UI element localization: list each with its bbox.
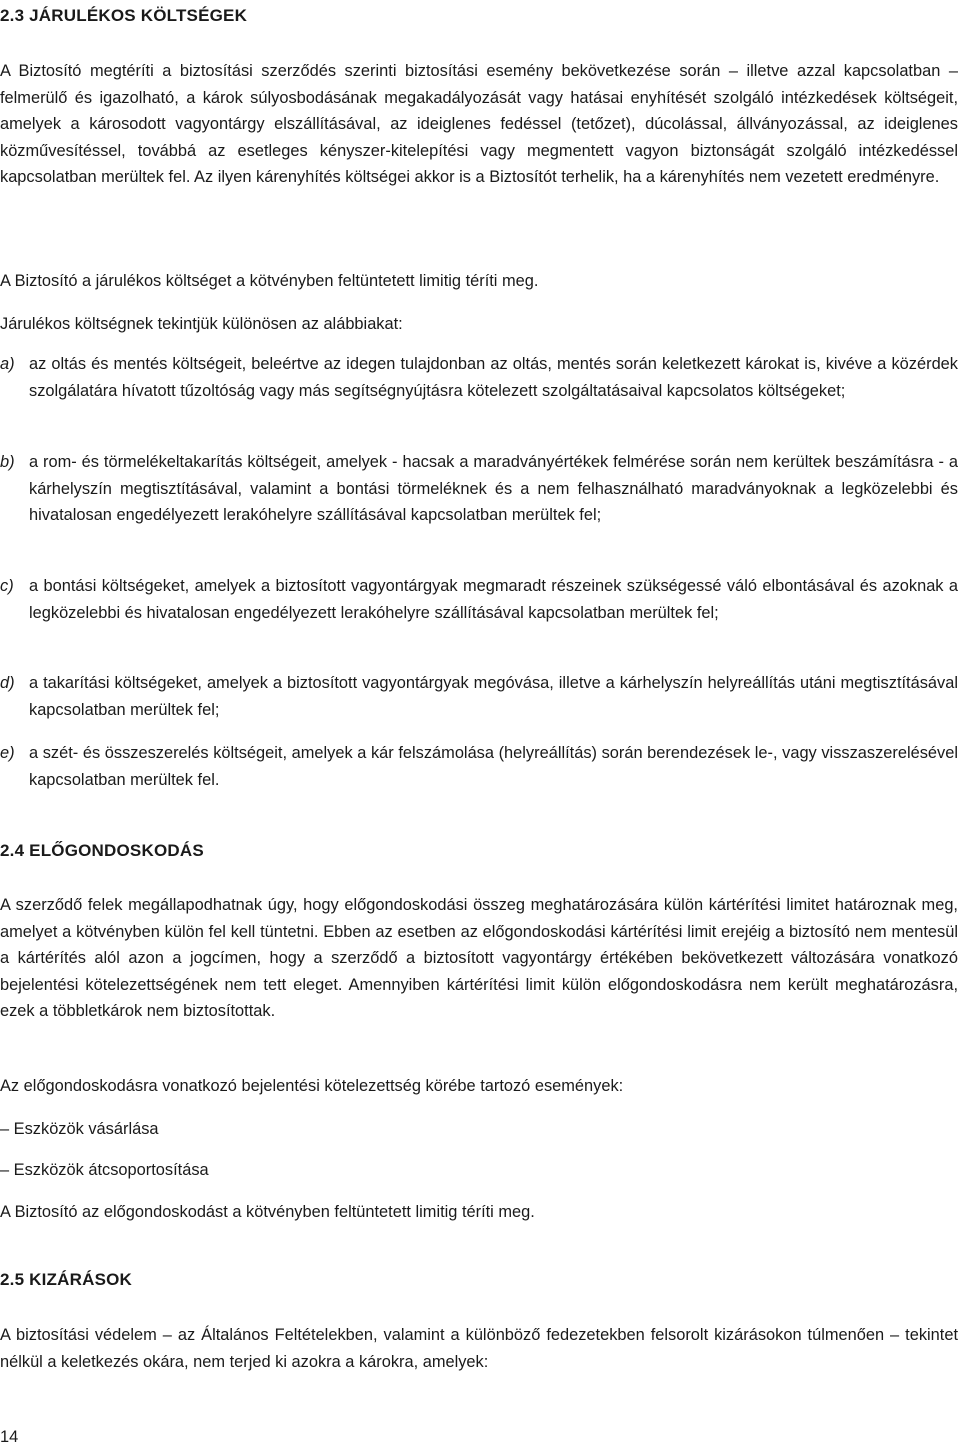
paragraph-2-4-events-intro: Az előgondoskodásra vonatkozó bejelentési kötelezettség körébe tartozó események: xyxy=(0,1077,624,1095)
section-heading-2-5: 2.5 KIZÁRÁSOK xyxy=(0,1270,133,1289)
list-label: e) xyxy=(0,744,15,762)
list-text: az oltás és mentés költségeit, beleértve az idegen tulajdonban az oltás, mentés során keletkezett károkat is, kivéve a közérdek szolgálatára hívatott tűzoltóság vagy más segítségnyújtásra kötelezett szolgáltatásaival kapcsolatos költségeket; xyxy=(29,355,958,400)
list-text: a bontási költségeket, amelyek a biztosított vagyontárgyak megmaradt részeinek szükségessé váló elbontásával és azoknak a legközelebbi és hivatalosan engedélyezett lerakóhelyre szállításával kapcsolatban merültek fel; xyxy=(29,577,958,622)
paragraph-2-3-intro: A Biztosító megtéríti a biztosítási szerződés szerinti biztosítási esemény bekövetkezése során – illetve azzal kapcsolatban – felmerülő és igazolható, a károk súlyosbodásának megakadályozását vagy hatásai enyhítését szolgáló intézkedések költségeit, amelyek a károsodott vagyontárgy elszállításával, az ideiglenes fedéssel (tetőzet), dúcolással, állványozással, az ideiglenes közművesítéssel, továbbá az esetleges kényszer-kitelepítési vagy megmentett vagyon biztonságát szolgáló intézkedéssel kapcsolatban merültek fel. Az ilyen kárenyhítés költségei akkor is a Biztosítót terhelik, ha a kárenyhítés nem vezetett eredményre. xyxy=(0,62,958,186)
paragraph-2-3-list-intro: Járulékos költségnek tekintjük különösen az alábbiakat: xyxy=(0,315,403,333)
list-label: a) xyxy=(0,355,15,373)
page-number: 14 xyxy=(0,1428,19,1446)
list-label: c) xyxy=(0,577,14,595)
list-text: a szét- és összeszerelés költségeit, amelyek a kár felszámolása (helyreállítás) során berendezések le-, vagy visszaszerelésével kapcsolatban merültek fel. xyxy=(29,744,958,789)
list-label: b) xyxy=(0,453,15,471)
list-item-a xyxy=(0,351,958,404)
section-heading-2-3: 2.3 JÁRULÉKOS KÖLTSÉGEK xyxy=(0,6,248,25)
list-item-b xyxy=(0,449,958,529)
paragraph-2-5-intro: A biztosítási védelem – az Általános Feltételekben, valamint a különböző fedezetekben felsorolt kizárásokon túlmenően – tekintet nélkül a keletkezés okára, nem terjed ki azokra a károkra, amelyek: xyxy=(0,1326,958,1371)
dash-item-assets-regrouping: – Eszközök átcsoportosítása xyxy=(0,1161,209,1179)
list-label: d) xyxy=(0,674,15,692)
dash-item-assets-purchase: – Eszközök vásárlása xyxy=(0,1120,159,1138)
list-item-e xyxy=(0,740,958,793)
list-text: a rom- és törmelékeltakarítás költségeit, amelyek - hacsak a maradványértékek felmérése során nem kerültek beszámításra - a kárhelyszín megtisztításával, valamint a bontási törmeléknek és a nem felhasználható maradványoknak a legközelebbi és hivatalosan engedélyezett lerakóhelyre szállításával kapcsolatban merültek fel; xyxy=(29,453,958,524)
section-heading-2-4: 2.4 ELŐGONDOSKODÁS xyxy=(0,841,204,860)
list-item-d xyxy=(0,670,958,723)
paragraph-2-4-limit: A Biztosító az előgondoskodást a kötvényben feltüntetett limitig téríti meg. xyxy=(0,1203,535,1221)
list-text: a takarítási költségeket, amelyek a biztosított vagyontárgyak megóvása, illetve a kárhelyszín helyreállítás utáni megtisztításával kapcsolatban merültek fel; xyxy=(29,674,958,719)
list-item-c xyxy=(0,573,958,626)
paragraph-2-4-intro: A szerződő felek megállapodhatnak úgy, hogy előgondoskodási összeg meghatározására külön kártérítési limitet határoznak meg, amelyet a kötvényben külön fel kell tüntetni. Ebben az esetben az előgondoskodási kártérítési limit erejéig a biztosító nem mentesül a kártérítés alól azon a jogcímen, hogy a szerződő a biztosított vagyontárgy értékében bekövetkezett változására vonatkozó bejelentési kötelezettségének nem tett eleget. Amennyiben kártérítési limit külön előgondoskodásra nem került meghatározásra, ezek a többletkárok nem biztosítottak. xyxy=(0,896,958,1020)
paragraph-2-3-limit: A Biztosító a járulékos költséget a kötvényben feltüntetett limitig téríti meg. xyxy=(0,272,539,290)
